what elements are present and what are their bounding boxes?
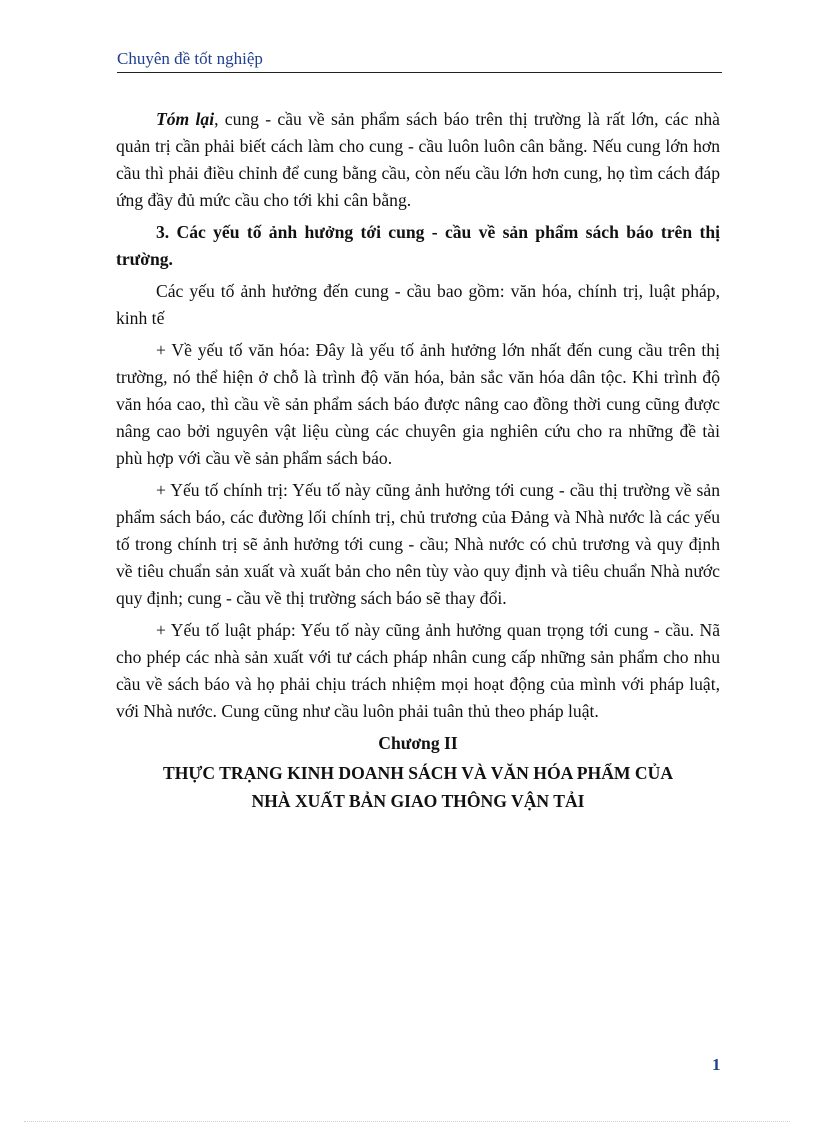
paragraph-law: + Yếu tố luật pháp: Yếu tố này cũng ảnh hưởng quan trọng tới cung - cầu. Nã cho phép các nhà sản xuất với tư cách pháp nhân cung cấp những sản phẩm cho nhu cầu về sách báo và họ phải chịu trách nhiệm mọi hoạt động của mình với pháp luật, với Nhà nước. Cung cũng như cầu luôn phải tuân thủ theo pháp luật. bbox=[116, 620, 720, 721]
paragraph-politics: + Yếu tố chính trị: Yếu tố này cũng ảnh hưởng tới cung - cầu thị trường về sản phẩm sách báo, các đường lối chính trị, chủ trương của Đảng và Nhà nước là các yếu tố trong chính trị sẽ ảnh hưởng tới cung - cầu; Nhà nước có chủ trương và quy định về tiêu chuẩn sản xuất và xuất bản cho nên tùy vào quy định và tiêu chuẩn Nhà nước quy định; cung - cầu về thị trường sách báo sẽ thay đổi. bbox=[116, 480, 720, 608]
chapter-title bbox=[116, 759, 720, 815]
paragraph-summary bbox=[116, 106, 720, 214]
summary-text: , cung - cầu về sản phẩm sách báo trên thị trường là rất lớn, các nhà quản trị cần phải biết cách làm cho cung - cầu luôn luôn cân bằng. Nếu cung lớn hơn cầu thì phải điều chỉnh để cung bằng cầu, còn nếu cầu lớn hơn cung, họ tìm cách đáp ứng đầy đủ mức cầu cho tới khi cân bằng. bbox=[116, 109, 720, 210]
page-number: 1 bbox=[712, 1055, 721, 1074]
paragraph-factors-intro: Các yếu tố ảnh hưởng đến cung - cầu bao gồm: văn hóa, chính trị, luật pháp, kinh tế bbox=[116, 281, 720, 328]
chapter-title-line-1: THỰC TRẠNG KINH DOANH SÁCH VÀ VĂN HÓA PHẨM CỦA bbox=[162, 763, 674, 783]
running-header bbox=[117, 48, 722, 73]
section-heading: 3. Các yếu tố ảnh hưởng tới cung - cầu về sản phẩm sách báo trên thị trường. bbox=[116, 222, 720, 269]
header-title: Chuyên đề tốt nghiệp bbox=[117, 49, 263, 68]
summary-lead: Tóm lại bbox=[156, 109, 215, 129]
chapter-label: Chương II bbox=[378, 733, 458, 753]
page-content bbox=[116, 106, 720, 815]
paragraph-culture: + Về yếu tố văn hóa: Đây là yếu tố ảnh hưởng lớn nhất đến cung cầu trên thị trường, nó thể hiện ở chỗ là trình độ văn hóa, bản sắc văn hóa dân tộc. Khi trình độ văn hóa cao, thì cầu về sản phẩm sách báo được nâng cao đồng thời cung cũng được nâng cao bởi nguyên vật liệu cùng các chuyên gia nghiên cứu cho ra những đề tài phù hợp với cầu về sản phẩm sách báo. bbox=[116, 340, 720, 468]
footer-divider bbox=[24, 1121, 790, 1122]
chapter-title-line-2: NHÀ XUẤT BẢN GIAO THÔNG VẬN TẢI bbox=[251, 791, 585, 811]
